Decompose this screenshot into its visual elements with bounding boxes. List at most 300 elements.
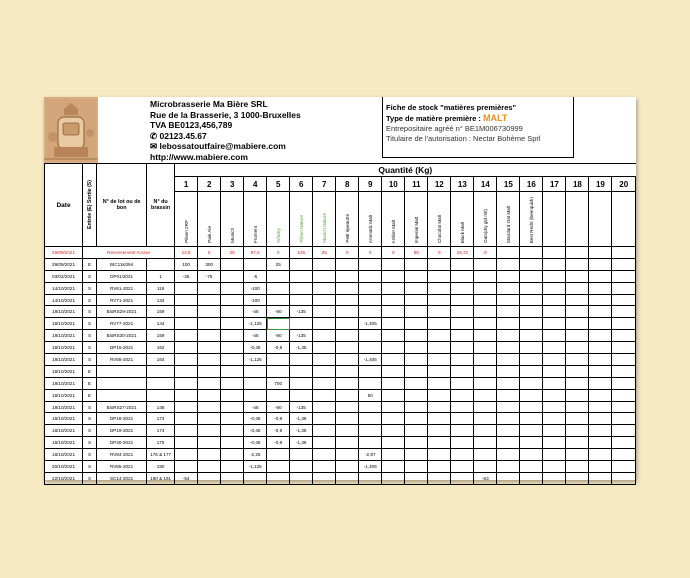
date-cell[interactable]: 03/02/2021 xyxy=(45,270,83,282)
date-cell[interactable]: 18/10/2021 xyxy=(45,401,83,413)
quantity-cell[interactable] xyxy=(359,413,382,425)
quantity-cell[interactable] xyxy=(451,413,474,425)
quantity-cell[interactable] xyxy=(566,342,589,354)
quantity-cell[interactable] xyxy=(290,258,313,270)
quantity-cell[interactable] xyxy=(589,377,612,389)
quantity-cell[interactable] xyxy=(474,330,497,342)
quantity-cell[interactable]: -0,45 xyxy=(244,413,267,425)
quantity-cell[interactable] xyxy=(520,318,543,330)
quantity-cell[interactable] xyxy=(313,258,336,270)
quantity-cell[interactable] xyxy=(543,472,566,484)
quantity-cell[interactable] xyxy=(198,318,221,330)
date-cell[interactable]: 18/10/2021 xyxy=(45,365,83,377)
quantity-cell[interactable] xyxy=(612,294,636,306)
quantity-cell[interactable] xyxy=(382,270,405,282)
quantity-cell[interactable] xyxy=(290,377,313,389)
quantity-cell[interactable] xyxy=(566,461,589,473)
quantity-cell[interactable] xyxy=(244,472,267,484)
quantity-cell[interactable]: 0 xyxy=(198,247,221,259)
quantity-cell[interactable] xyxy=(405,449,428,461)
quantity-cell[interactable] xyxy=(520,247,543,259)
quantity-cell[interactable] xyxy=(451,401,474,413)
brew-number-cell[interactable]: 162 xyxy=(147,342,175,354)
quantity-cell[interactable] xyxy=(175,354,198,366)
quantity-cell[interactable] xyxy=(589,425,612,437)
quantity-cell[interactable] xyxy=(520,413,543,425)
quantity-cell[interactable] xyxy=(612,247,636,259)
quantity-cell[interactable] xyxy=(566,437,589,449)
quantity-cell[interactable] xyxy=(543,401,566,413)
quantity-cell[interactable] xyxy=(267,282,290,294)
quantity-cell[interactable] xyxy=(221,437,244,449)
lot-number-cell[interactable]: DP20-2021 xyxy=(97,437,147,449)
quantity-cell[interactable] xyxy=(313,282,336,294)
quantity-cell[interactable] xyxy=(405,472,428,484)
quantity-cell[interactable] xyxy=(313,377,336,389)
quantity-cell[interactable] xyxy=(451,425,474,437)
quantity-cell[interactable] xyxy=(382,258,405,270)
quantity-cell[interactable] xyxy=(428,354,451,366)
quantity-cell[interactable]: -1,35 xyxy=(290,413,313,425)
quantity-cell[interactable] xyxy=(382,413,405,425)
quantity-cell[interactable]: -1,125 xyxy=(244,354,267,366)
quantity-cell[interactable] xyxy=(474,318,497,330)
quantity-cell[interactable] xyxy=(612,425,636,437)
quantity-cell[interactable] xyxy=(198,449,221,461)
lot-number-cell[interactable]: RV71-2021 xyxy=(97,294,147,306)
quantity-cell[interactable] xyxy=(497,354,520,366)
entry-exit-cell[interactable]: E xyxy=(83,365,97,377)
quantity-cell[interactable] xyxy=(198,437,221,449)
quantity-cell[interactable] xyxy=(543,294,566,306)
quantity-cell[interactable] xyxy=(520,437,543,449)
quantity-cell[interactable] xyxy=(267,294,290,306)
quantity-cell[interactable] xyxy=(566,330,589,342)
quantity-cell[interactable] xyxy=(520,342,543,354)
entry-exit-cell[interactable]: S xyxy=(83,461,97,473)
quantity-cell[interactable] xyxy=(474,413,497,425)
quantity-cell[interactable] xyxy=(589,318,612,330)
quantity-cell[interactable] xyxy=(428,294,451,306)
quantity-cell[interactable] xyxy=(313,342,336,354)
quantity-cell[interactable] xyxy=(497,437,520,449)
quantity-cell[interactable] xyxy=(336,389,359,401)
brew-number-cell[interactable] xyxy=(147,389,175,401)
quantity-cell[interactable] xyxy=(382,342,405,354)
quantity-cell[interactable] xyxy=(244,258,267,270)
quantity-cell[interactable] xyxy=(543,389,566,401)
quantity-cell[interactable] xyxy=(589,330,612,342)
quantity-cell[interactable] xyxy=(543,330,566,342)
quantity-cell[interactable] xyxy=(497,306,520,318)
quantity-cell[interactable] xyxy=(405,306,428,318)
quantity-cell[interactable] xyxy=(313,306,336,318)
quantity-cell[interactable] xyxy=(566,472,589,484)
quantity-cell[interactable] xyxy=(612,330,636,342)
quantity-cell[interactable] xyxy=(428,413,451,425)
brew-number-cell[interactable] xyxy=(147,377,175,389)
date-cell[interactable]: 14/10/2021 xyxy=(45,294,83,306)
quantity-cell[interactable] xyxy=(290,270,313,282)
quantity-cell[interactable] xyxy=(566,318,589,330)
quantity-cell[interactable] xyxy=(428,425,451,437)
lot-number-cell[interactable]: DP15-2021 xyxy=(97,342,147,354)
quantity-cell[interactable] xyxy=(566,247,589,259)
quantity-cell[interactable] xyxy=(198,413,221,425)
quantity-cell[interactable] xyxy=(405,258,428,270)
quantity-cell[interactable] xyxy=(405,330,428,342)
lot-number-cell[interactable]: RV85-2021 xyxy=(97,461,147,473)
quantity-cell[interactable]: -2,97 xyxy=(359,449,382,461)
quantity-cell[interactable] xyxy=(474,401,497,413)
brew-number-cell[interactable]: 174 xyxy=(147,425,175,437)
date-cell[interactable]: 22/10/2021 xyxy=(45,472,83,484)
quantity-cell[interactable] xyxy=(267,472,290,484)
quantity-cell[interactable] xyxy=(382,330,405,342)
quantity-cell[interactable] xyxy=(474,270,497,282)
quantity-cell[interactable] xyxy=(543,258,566,270)
quantity-cell[interactable] xyxy=(474,437,497,449)
quantity-cell[interactable] xyxy=(428,401,451,413)
quantity-cell[interactable]: -75 xyxy=(198,270,221,282)
entry-exit-cell[interactable]: S xyxy=(83,472,97,484)
entry-exit-cell[interactable]: S xyxy=(83,306,97,318)
quantity-cell[interactable] xyxy=(612,437,636,449)
quantity-cell[interactable] xyxy=(543,449,566,461)
quantity-cell[interactable] xyxy=(359,377,382,389)
quantity-cell[interactable] xyxy=(359,306,382,318)
quantity-cell[interactable]: 0 xyxy=(359,247,382,259)
brew-number-cell[interactable]: 159 xyxy=(147,306,175,318)
quantity-cell[interactable] xyxy=(497,318,520,330)
quantity-cell[interactable] xyxy=(175,425,198,437)
brew-number-cell[interactable]: 134 xyxy=(147,294,175,306)
quantity-cell[interactable] xyxy=(405,413,428,425)
quantity-cell[interactable]: -45 xyxy=(244,306,267,318)
quantity-cell[interactable]: -90 xyxy=(267,330,290,342)
quantity-cell[interactable] xyxy=(198,365,221,377)
quantity-cell[interactable]: -0,45 xyxy=(244,425,267,437)
quantity-cell[interactable] xyxy=(359,270,382,282)
quantity-cell[interactable] xyxy=(244,365,267,377)
entry-exit-cell[interactable]: S xyxy=(83,437,97,449)
quantity-cell[interactable] xyxy=(566,389,589,401)
date-cell[interactable]: 29/09/2021 xyxy=(45,247,83,259)
quantity-cell[interactable] xyxy=(336,282,359,294)
quantity-cell[interactable] xyxy=(382,461,405,473)
quantity-cell[interactable] xyxy=(336,270,359,282)
quantity-cell[interactable]: 0 xyxy=(336,247,359,259)
quantity-cell[interactable] xyxy=(451,461,474,473)
quantity-cell[interactable] xyxy=(313,413,336,425)
quantity-cell[interactable]: 100 xyxy=(175,258,198,270)
quantity-cell[interactable] xyxy=(451,389,474,401)
quantity-cell[interactable]: -100 xyxy=(244,282,267,294)
quantity-cell[interactable] xyxy=(382,377,405,389)
quantity-cell[interactable] xyxy=(543,247,566,259)
quantity-cell[interactable] xyxy=(313,270,336,282)
quantity-cell[interactable] xyxy=(612,342,636,354)
quantity-cell[interactable] xyxy=(175,342,198,354)
quantity-cell[interactable] xyxy=(313,472,336,484)
quantity-cell[interactable] xyxy=(543,437,566,449)
date-cell[interactable]: 18/10/2021 xyxy=(45,342,83,354)
quantity-cell[interactable]: -54 xyxy=(175,472,198,484)
quantity-cell[interactable] xyxy=(428,258,451,270)
quantity-cell[interactable] xyxy=(313,330,336,342)
quantity-cell[interactable] xyxy=(589,365,612,377)
quantity-cell[interactable] xyxy=(543,270,566,282)
quantity-cell[interactable] xyxy=(267,449,290,461)
quantity-cell[interactable] xyxy=(405,282,428,294)
quantity-cell[interactable] xyxy=(566,258,589,270)
quantity-cell[interactable] xyxy=(451,282,474,294)
quantity-cell[interactable] xyxy=(543,354,566,366)
quantity-cell[interactable] xyxy=(543,377,566,389)
brew-number-cell[interactable]: 180 xyxy=(147,461,175,473)
quantity-cell[interactable] xyxy=(221,330,244,342)
quantity-cell[interactable] xyxy=(428,365,451,377)
quantity-cell[interactable] xyxy=(612,318,636,330)
lot-number-cell[interactable] xyxy=(97,377,147,389)
quantity-cell[interactable] xyxy=(497,247,520,259)
quantity-cell[interactable] xyxy=(451,365,474,377)
quantity-cell[interactable] xyxy=(221,365,244,377)
quantity-cell[interactable]: -45 xyxy=(244,330,267,342)
quantity-cell[interactable] xyxy=(543,413,566,425)
quantity-cell[interactable] xyxy=(175,318,198,330)
quantity-cell[interactable] xyxy=(221,401,244,413)
date-cell[interactable]: 29/09/2021 xyxy=(45,258,83,270)
quantity-cell[interactable] xyxy=(336,318,359,330)
quantity-cell[interactable] xyxy=(520,461,543,473)
quantity-cell[interactable] xyxy=(221,377,244,389)
quantity-cell[interactable] xyxy=(313,389,336,401)
quantity-cell[interactable] xyxy=(382,294,405,306)
quantity-cell[interactable] xyxy=(451,258,474,270)
quantity-cell[interactable]: -5 xyxy=(244,270,267,282)
quantity-cell[interactable] xyxy=(175,294,198,306)
quantity-cell[interactable] xyxy=(175,306,198,318)
quantity-cell[interactable]: -1,35 xyxy=(290,437,313,449)
quantity-cell[interactable] xyxy=(336,401,359,413)
brew-number-cell[interactable]: 1 xyxy=(147,270,175,282)
quantity-cell[interactable] xyxy=(336,258,359,270)
quantity-cell[interactable] xyxy=(198,306,221,318)
quantity-cell[interactable] xyxy=(290,282,313,294)
quantity-cell[interactable] xyxy=(336,461,359,473)
entry-exit-cell[interactable]: E xyxy=(83,258,97,270)
quantity-cell[interactable] xyxy=(428,472,451,484)
quantity-cell[interactable] xyxy=(313,318,336,330)
quantity-cell[interactable]: -1,35 xyxy=(290,342,313,354)
quantity-cell[interactable] xyxy=(405,342,428,354)
quantity-cell[interactable] xyxy=(543,461,566,473)
quantity-cell[interactable] xyxy=(474,389,497,401)
quantity-cell[interactable] xyxy=(474,282,497,294)
quantity-cell[interactable]: 19,72 xyxy=(451,247,474,259)
lot-number-cell[interactable]: BioRS27-2021 xyxy=(97,401,147,413)
quantity-cell[interactable] xyxy=(520,472,543,484)
quantity-cell[interactable] xyxy=(175,377,198,389)
quantity-cell[interactable] xyxy=(336,449,359,461)
quantity-cell[interactable] xyxy=(589,401,612,413)
quantity-cell[interactable] xyxy=(267,318,290,330)
brew-number-cell[interactable]: 148 xyxy=(147,401,175,413)
quantity-cell[interactable] xyxy=(382,365,405,377)
quantity-cell[interactable] xyxy=(405,377,428,389)
date-cell[interactable]: 18/10/2021 xyxy=(45,413,83,425)
quantity-cell[interactable] xyxy=(566,282,589,294)
quantity-cell[interactable] xyxy=(405,294,428,306)
quantity-cell[interactable] xyxy=(612,282,636,294)
quantity-cell[interactable] xyxy=(428,389,451,401)
quantity-cell[interactable] xyxy=(520,354,543,366)
quantity-cell[interactable] xyxy=(428,318,451,330)
quantity-cell[interactable] xyxy=(405,318,428,330)
quantity-cell[interactable] xyxy=(290,365,313,377)
quantity-cell[interactable]: -1,405 xyxy=(359,461,382,473)
quantity-cell[interactable] xyxy=(566,413,589,425)
quantity-cell[interactable] xyxy=(589,389,612,401)
quantity-cell[interactable] xyxy=(497,330,520,342)
quantity-cell[interactable] xyxy=(428,461,451,473)
brew-number-cell[interactable]: 190 & 191 xyxy=(147,472,175,484)
quantity-cell[interactable] xyxy=(313,294,336,306)
quantity-cell[interactable]: -0,9 xyxy=(267,437,290,449)
quantity-cell[interactable] xyxy=(336,365,359,377)
entry-exit-cell[interactable]: S xyxy=(83,425,97,437)
quantity-cell[interactable] xyxy=(290,449,313,461)
quantity-cell[interactable] xyxy=(612,377,636,389)
quantity-cell[interactable] xyxy=(405,389,428,401)
quantity-cell[interactable]: -0,9 xyxy=(267,413,290,425)
quantity-cell[interactable] xyxy=(221,318,244,330)
quantity-cell[interactable] xyxy=(497,342,520,354)
quantity-cell[interactable] xyxy=(313,461,336,473)
quantity-cell[interactable] xyxy=(336,437,359,449)
quantity-cell[interactable] xyxy=(382,354,405,366)
quantity-cell[interactable] xyxy=(359,330,382,342)
quantity-cell[interactable] xyxy=(451,437,474,449)
quantity-cell[interactable] xyxy=(612,461,636,473)
date-cell[interactable]: 18/10/2021 xyxy=(45,306,83,318)
quantity-cell[interactable] xyxy=(175,282,198,294)
quantity-cell[interactable] xyxy=(543,282,566,294)
quantity-cell[interactable] xyxy=(543,318,566,330)
quantity-cell[interactable] xyxy=(198,425,221,437)
quantity-cell[interactable] xyxy=(198,282,221,294)
quantity-cell[interactable] xyxy=(451,294,474,306)
quantity-cell[interactable] xyxy=(428,449,451,461)
date-cell[interactable]: 18/10/2021 xyxy=(45,449,83,461)
quantity-cell[interactable] xyxy=(221,294,244,306)
entry-exit-cell[interactable]: S xyxy=(83,318,97,330)
quantity-cell[interactable] xyxy=(313,425,336,437)
quantity-cell[interactable]: 0 xyxy=(474,247,497,259)
quantity-cell[interactable]: 300 xyxy=(198,258,221,270)
quantity-cell[interactable]: -135 xyxy=(290,330,313,342)
entry-exit-cell[interactable]: S xyxy=(83,282,97,294)
quantity-cell[interactable]: -63 xyxy=(474,472,497,484)
entry-exit-cell[interactable]: S xyxy=(83,270,97,282)
quantity-cell[interactable]: -0,45 xyxy=(244,342,267,354)
quantity-cell[interactable] xyxy=(290,472,313,484)
quantity-cell[interactable]: -25 xyxy=(175,270,198,282)
brew-number-cell[interactable]: 159 xyxy=(147,330,175,342)
quantity-cell[interactable] xyxy=(589,437,612,449)
quantity-cell[interactable] xyxy=(520,401,543,413)
quantity-cell[interactable] xyxy=(566,425,589,437)
quantity-cell[interactable]: 87,5 xyxy=(244,247,267,259)
entry-exit-cell[interactable]: S xyxy=(83,449,97,461)
quantity-cell[interactable] xyxy=(290,318,313,330)
quantity-cell[interactable] xyxy=(543,365,566,377)
quantity-cell[interactable] xyxy=(497,365,520,377)
quantity-cell[interactable] xyxy=(566,354,589,366)
quantity-cell[interactable] xyxy=(566,401,589,413)
quantity-cell[interactable] xyxy=(589,354,612,366)
brew-number-cell[interactable]: 144 xyxy=(147,318,175,330)
quantity-cell[interactable] xyxy=(221,354,244,366)
quantity-cell[interactable] xyxy=(313,449,336,461)
quantity-cell[interactable] xyxy=(451,306,474,318)
quantity-cell[interactable] xyxy=(543,306,566,318)
quantity-cell[interactable]: 700 xyxy=(267,377,290,389)
quantity-cell[interactable] xyxy=(336,342,359,354)
date-cell[interactable]: 20/10/2021 xyxy=(45,461,83,473)
quantity-cell[interactable] xyxy=(198,401,221,413)
quantity-cell[interactable] xyxy=(589,294,612,306)
lot-number-cell[interactable]: SC14-2021 xyxy=(97,472,147,484)
quantity-cell[interactable] xyxy=(221,270,244,282)
quantity-cell[interactable] xyxy=(198,472,221,484)
quantity-cell[interactable] xyxy=(520,258,543,270)
quantity-cell[interactable] xyxy=(405,401,428,413)
quantity-cell[interactable] xyxy=(359,342,382,354)
quantity-cell[interactable]: 25 xyxy=(267,258,290,270)
quantity-cell[interactable]: -90 xyxy=(267,401,290,413)
quantity-cell[interactable] xyxy=(612,365,636,377)
brew-number-cell[interactable]: 119 xyxy=(147,282,175,294)
quantity-cell[interactable] xyxy=(313,354,336,366)
quantity-cell[interactable] xyxy=(497,472,520,484)
quantity-cell[interactable] xyxy=(290,461,313,473)
lot-number-cell[interactable]: RV84-2021 xyxy=(97,449,147,461)
quantity-cell[interactable] xyxy=(474,306,497,318)
quantity-cell[interactable] xyxy=(198,342,221,354)
date-cell[interactable]: 18/10/2021 xyxy=(45,330,83,342)
quantity-cell[interactable] xyxy=(566,306,589,318)
quantity-cell[interactable] xyxy=(520,425,543,437)
quantity-cell[interactable]: -0,9 xyxy=(267,425,290,437)
quantity-cell[interactable]: 50 xyxy=(359,389,382,401)
lot-number-cell[interactable]: RV85-2021 xyxy=(97,354,147,366)
entry-exit-cell[interactable]: E xyxy=(83,377,97,389)
quantity-cell[interactable] xyxy=(405,437,428,449)
quantity-cell[interactable] xyxy=(175,389,198,401)
quantity-cell[interactable] xyxy=(382,437,405,449)
quantity-cell[interactable] xyxy=(520,377,543,389)
quantity-cell[interactable] xyxy=(612,472,636,484)
quantity-cell[interactable] xyxy=(221,472,244,484)
quantity-cell[interactable] xyxy=(451,342,474,354)
quantity-cell[interactable] xyxy=(428,377,451,389)
quantity-cell[interactable] xyxy=(382,306,405,318)
quantity-cell[interactable] xyxy=(497,449,520,461)
census-label-cell[interactable]: Recensement Accise xyxy=(83,247,175,259)
quantity-cell[interactable] xyxy=(474,365,497,377)
